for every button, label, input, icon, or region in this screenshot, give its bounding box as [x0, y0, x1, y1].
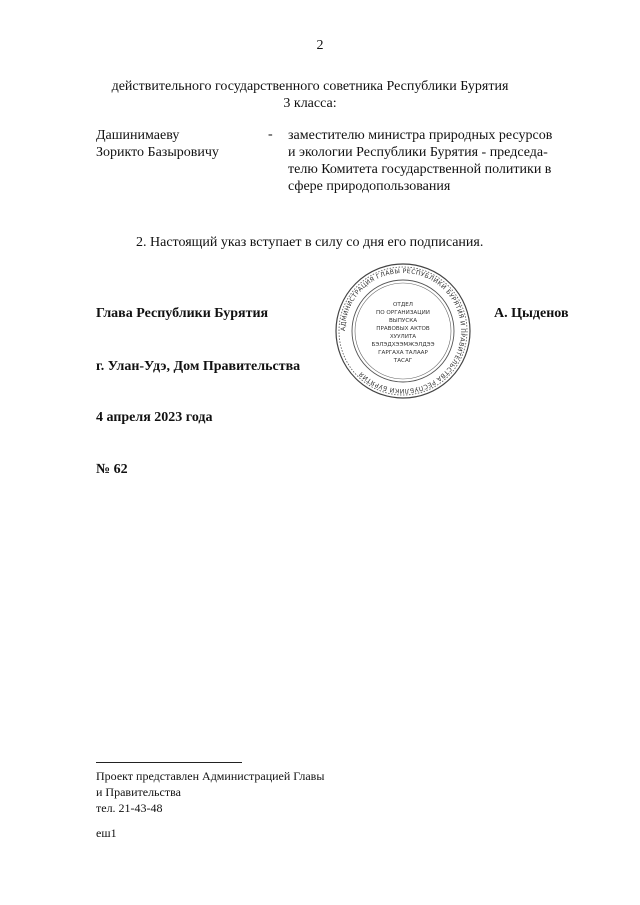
seal-inner-line: ВЫПУСКА — [388, 318, 418, 324]
seal-outer-text: АДМИНИСТРАЦИЯ ГЛАВЫ РЕСПУБЛИКИ БУРЯТИЯ И ПРАВИТЕЛЬСТВА РЕСПУБЛИКИ БУРЯТИЯ — [339, 267, 467, 395]
page-number: 2 — [316, 38, 324, 53]
seal-inner-line: ПРАВОВЫХ АКТОВ — [376, 326, 430, 332]
seal-inner-line: БЭЛЭДХЭЭМЖЭЛДЭЭ — [371, 342, 435, 348]
appointee-given-name: Зорикто Базыровичу — [96, 145, 219, 160]
position-line: заместителю министра природных ресурсов — [288, 128, 553, 143]
seal-inner-line: ХУУЛИТА — [389, 334, 417, 340]
official-seal — [334, 262, 472, 400]
footnote-line: Проект представлен Администрацией Главы — [96, 769, 325, 783]
position-line: сфере природопользования — [288, 179, 451, 194]
rank-heading-line-2: 3 класса: — [283, 96, 337, 111]
seal-inner-line: ОТДЕЛ — [393, 302, 413, 308]
footnote — [96, 768, 324, 816]
place-of-signing: г. Улан-Удэ, Дом Правительства — [96, 359, 301, 374]
signer-name: А. Цыденов — [494, 306, 569, 321]
appointee-surname: Дашинимаеву — [96, 128, 180, 143]
footnote-line: тел. 21-43-48 — [96, 801, 163, 815]
rank-heading-line-1: действительного государственного советника Республики Бурятия — [111, 79, 509, 94]
decree-date: 4 апреля 2023 года — [96, 410, 213, 425]
position-line: и экологии Республики Бурятия - председа- — [288, 145, 548, 160]
footnote-line: и Правительства — [96, 785, 181, 799]
decree-number: № 62 — [96, 462, 128, 477]
seal-inner-line: ТАСАГ — [393, 358, 413, 364]
signer-title: Глава Республики Бурятия — [96, 306, 269, 321]
seal-inner-line: ПО ОРГАНИЗАЦИИ — [376, 310, 430, 316]
appointee-position — [288, 127, 552, 195]
executor-initials: еш1 — [96, 826, 117, 840]
footnote-divider — [96, 762, 242, 763]
appointee-name — [96, 127, 219, 161]
position-line: телю Комитета государственной политики в — [288, 162, 552, 177]
appointee-dash: - — [268, 127, 273, 142]
seal-inner-line: ГАРГАХА ТАЛААР — [378, 350, 428, 356]
effective-clause: 2. Настоящий указ вступает в силу со дня его подписания. — [136, 235, 484, 250]
